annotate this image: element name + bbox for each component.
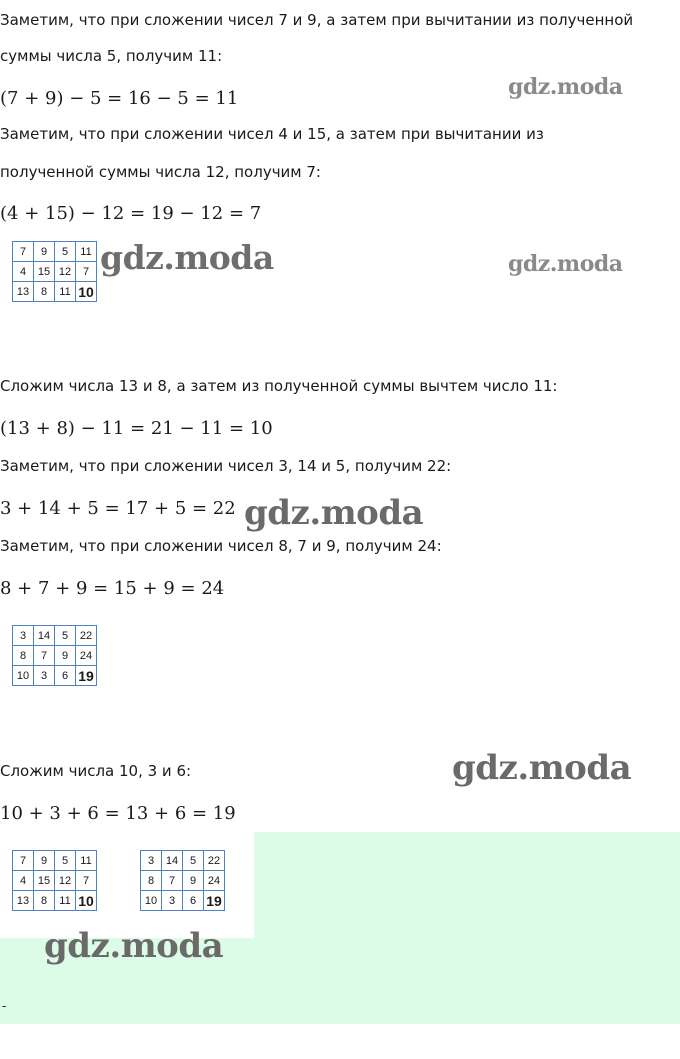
grid-cell: 7 [13,851,34,871]
grid-cell: 8 [34,282,55,302]
grid-cell: 6 [183,891,204,911]
number-grid [12,625,97,686]
grid-cell-answer: 19 [76,666,97,686]
watermark: gdz.moda [244,493,424,533]
grid-cell: 24 [204,871,225,891]
grid-cell: 7 [34,646,55,666]
number-grid [140,850,225,911]
grid-cell: 3 [162,891,183,911]
grid-cell: 4 [13,871,34,891]
watermark: gdz.moda [44,926,224,966]
grid-cell: 8 [141,871,162,891]
grid-cell: 9 [183,871,204,891]
text-line: Заметим, что при сложении чисел 4 и 15, а затем при вычитании из [0,125,544,143]
equation: 3 + 14 + 5 = 17 + 5 = 22 [0,498,236,519]
grid-cell: 8 [34,891,55,911]
grid-cell: 3 [141,851,162,871]
grid-cell: 9 [34,242,55,262]
grid-cell: 22 [76,626,97,646]
watermark: gdz.moda [508,251,623,277]
trailing-dash: - [2,999,7,1013]
watermark: gdz.moda [508,74,623,100]
text-line: Сложим числа 10, 3 и 6: [0,762,192,780]
text-line: Заметим, что при сложении чисел 8, 7 и 9, получим 24: [0,537,442,555]
grid-cell: 12 [55,262,76,282]
grid-cell: 12 [55,871,76,891]
grid-cell: 3 [13,626,34,646]
watermark: gdz.moda [100,238,274,277]
grid-cell: 10 [13,666,34,686]
grid-cell: 15 [34,871,55,891]
grid-cell: 7 [76,262,97,282]
grid-cell: 10 [141,891,162,911]
grid-cell: 7 [13,242,34,262]
grid-cell-answer: 10 [76,891,97,911]
number-grid [12,241,97,302]
grid-cell: 3 [34,666,55,686]
grid-cell: 14 [34,626,55,646]
grid-cell: 11 [76,851,97,871]
equation: (13 + 8) − 11 = 21 − 11 = 10 [0,418,273,439]
grid-cell: 5 [55,626,76,646]
grid-cell: 14 [162,851,183,871]
equation: (4 + 15) − 12 = 19 − 12 = 7 [0,203,262,224]
grid-cell: 13 [13,282,34,302]
text-line: Сложим числа 13 и 8, а затем из полученной суммы вычтем число 11: [0,377,558,395]
grid-cell: 7 [76,871,97,891]
equation: 10 + 3 + 6 = 13 + 6 = 19 [0,803,236,824]
grid-cell: 11 [55,891,76,911]
grid-cell: 24 [76,646,97,666]
grid-cell: 9 [34,851,55,871]
grid-cell: 11 [55,282,76,302]
grid-cell: 9 [55,646,76,666]
grid-cell: 5 [55,242,76,262]
grid-cell: 5 [55,851,76,871]
grid-cell: 13 [13,891,34,911]
number-grid [12,850,97,911]
text-line: Заметим, что при сложении чисел 7 и 9, а затем при вычитании из полученной [0,11,634,29]
watermark: gdz.moda [452,748,632,788]
grid-cell: 15 [34,262,55,282]
grid-cell: 8 [13,646,34,666]
grid-cell-answer: 19 [204,891,225,911]
grid-cell: 5 [183,851,204,871]
equation: 8 + 7 + 9 = 15 + 9 = 24 [0,578,225,599]
grid-cell-answer: 10 [76,282,97,302]
grid-cell: 11 [76,242,97,262]
grid-cell: 22 [204,851,225,871]
equation: (7 + 9) − 5 = 16 − 5 = 11 [0,88,239,109]
text-line: Заметим, что при сложении чисел 3, 14 и 5, получим 22: [0,457,452,475]
grid-cell: 6 [55,666,76,686]
text-line: суммы числа 5, получим 11: [0,47,223,65]
grid-cell: 7 [162,871,183,891]
text-line: полученной суммы числа 12, получим 7: [0,163,321,181]
grid-cell: 4 [13,262,34,282]
